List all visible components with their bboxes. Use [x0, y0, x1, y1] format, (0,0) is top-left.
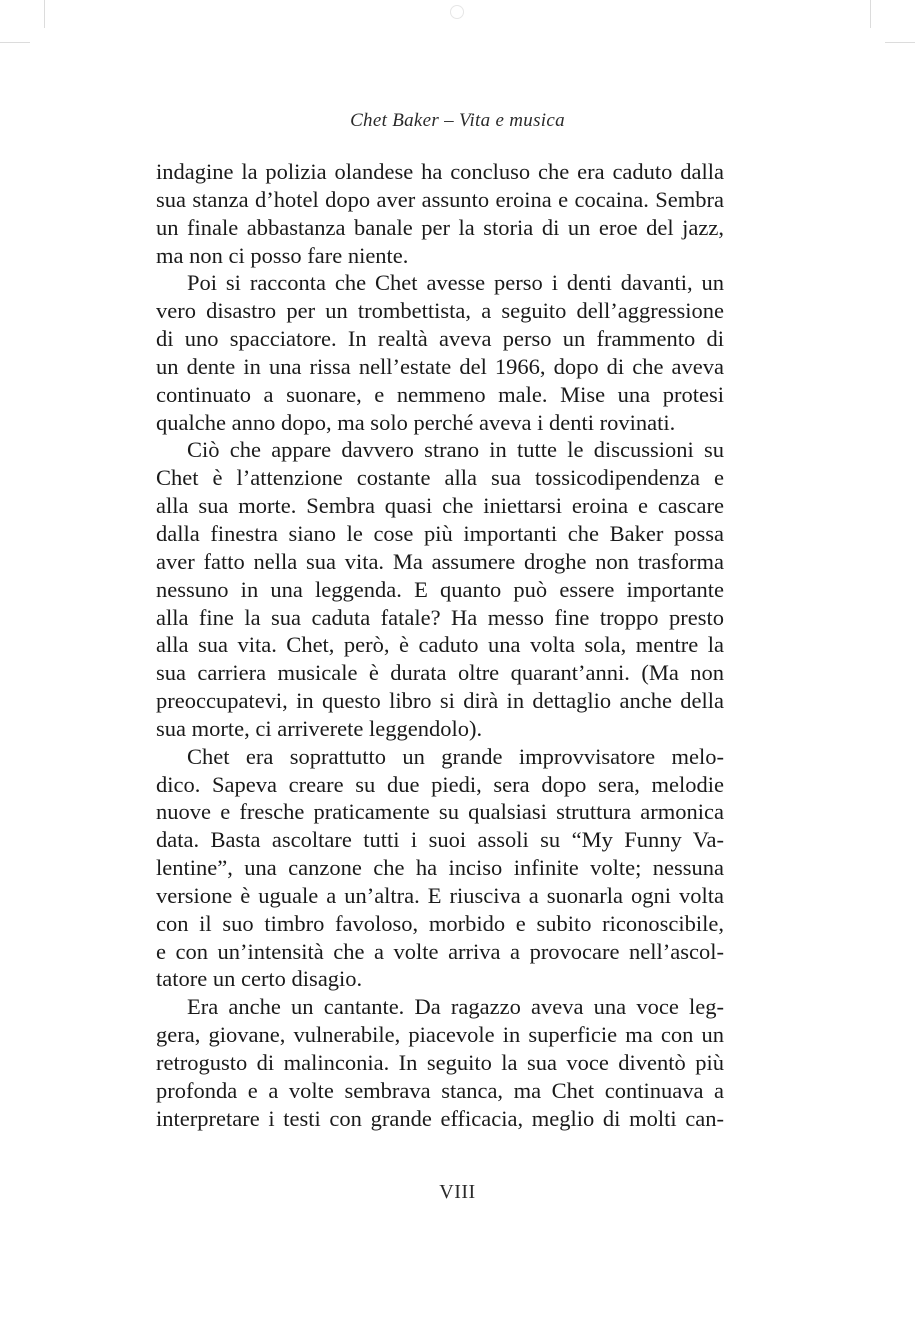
text-line: nuove e fresche praticamente su qualsiasi struttura armonica: [156, 799, 724, 825]
body-text: [156, 158, 724, 1133]
text-line: sua stanza d’hotel dopo aver assunto eroina e cocaina. Sembra: [156, 186, 724, 212]
text-line: alla sua vita. Chet, però, è caduto una volta sola, mentre la: [156, 632, 724, 658]
text-line: continuato a suonare, e nemmeno male. Mise una protesi: [156, 381, 724, 407]
text-line: vero disastro per un trombettista, a seguito dell’aggressione: [156, 298, 724, 324]
text-line: interpretare i testi con grande efficacia, meglio di molti can-: [156, 1105, 724, 1131]
text-line: alla fine la sua caduta fatale? Ha messo fine troppo presto: [156, 604, 724, 630]
text-line: retrogusto di malinconia. In seguito la sua voce diventò più: [156, 1050, 724, 1075]
text-line: Chet è l’attenzione costante alla sua tossicodipendenza e: [156, 465, 724, 491]
text-line: preoccupatevi, in questo libro si dirà in dettaglio anche della: [156, 688, 724, 714]
text-line: sua morte, ci arriverete leggendolo).: [156, 715, 483, 741]
text-line: versione è uguale a un’altra. E riusciva a suonarla ogni volta: [156, 882, 724, 908]
page-number: VIII: [439, 1181, 476, 1203]
paragraph: [156, 269, 724, 436]
text-line: lentine”, una canzone che ha inciso infinite volte; nessuna: [156, 855, 724, 881]
text-line: di uno spacciatore. In realtà aveva perso un frammento di: [156, 326, 724, 352]
text-line: Ciò che appare davvero strano in tutte le discussioni su: [187, 437, 724, 463]
text-line: Poi si racconta che Chet avesse perso i denti davanti, un: [187, 270, 724, 296]
text-line: tatore un certo disagio.: [156, 966, 363, 992]
text-line: ma non ci posso fare niente.: [156, 242, 409, 268]
text-line: indagine la polizia olandese ha concluso che era caduto dalla: [156, 159, 724, 184]
text-line: sua carriera musicale è durata oltre quarant’anni. (Ma non: [156, 660, 724, 686]
text-line: data. Basta ascoltare tutti i suoi assoli su “My Funny Va-: [156, 827, 724, 853]
registration-mark: [450, 5, 464, 19]
paragraph: [156, 436, 724, 742]
paragraph: [156, 743, 724, 994]
text-line: un finale abbastanza banale per la storia di un eroe del jazz,: [156, 214, 724, 240]
text-line: nessuno in una leggenda. E quanto può essere importante: [156, 576, 724, 602]
text-line: Era anche un cantante. Da ragazzo aveva una voce leg-: [187, 994, 724, 1020]
crop-mark-top-left-horizontal: [0, 42, 30, 43]
text-line: un dente in una rissa nell’estate del 1966, dopo di che aveva: [156, 353, 724, 379]
text-line: qualche anno dopo, ma solo perché aveva i denti rovinati.: [156, 409, 676, 435]
crop-mark-top-right-vertical: [870, 0, 871, 28]
text-line: aver fatto nella sua vita. Ma assumere droghe non trasforma: [156, 548, 724, 574]
text-line: e con un’intensità che a volte arriva a provocare nell’ascol-: [156, 938, 724, 964]
text-line: dalla finestra siano le cose più importanti che Baker possa: [156, 520, 724, 546]
crop-mark-top-left-vertical: [44, 0, 45, 28]
text-line: profonda e a volte sembrava stanca, ma Chet continuava a: [156, 1077, 724, 1103]
crop-mark-top-right-horizontal: [885, 42, 915, 43]
text-line: con il suo timbro favoloso, morbido e subito riconoscibile,: [156, 910, 724, 936]
running-head: Chet Baker – Vita e musica: [350, 110, 565, 131]
paragraph: [156, 993, 724, 1132]
text-line: gera, giovane, vulnerabile, piacevole in superficie ma con un: [156, 1022, 724, 1048]
text-line: dico. Sapeva creare su due piedi, sera dopo sera, melodie: [156, 771, 724, 797]
paragraph: [156, 158, 724, 269]
text-line: alla sua morte. Sembra quasi che iniettarsi eroina e cascare: [156, 493, 724, 519]
text-line: Chet era soprattutto un grande improvvisatore melo-: [187, 743, 724, 769]
